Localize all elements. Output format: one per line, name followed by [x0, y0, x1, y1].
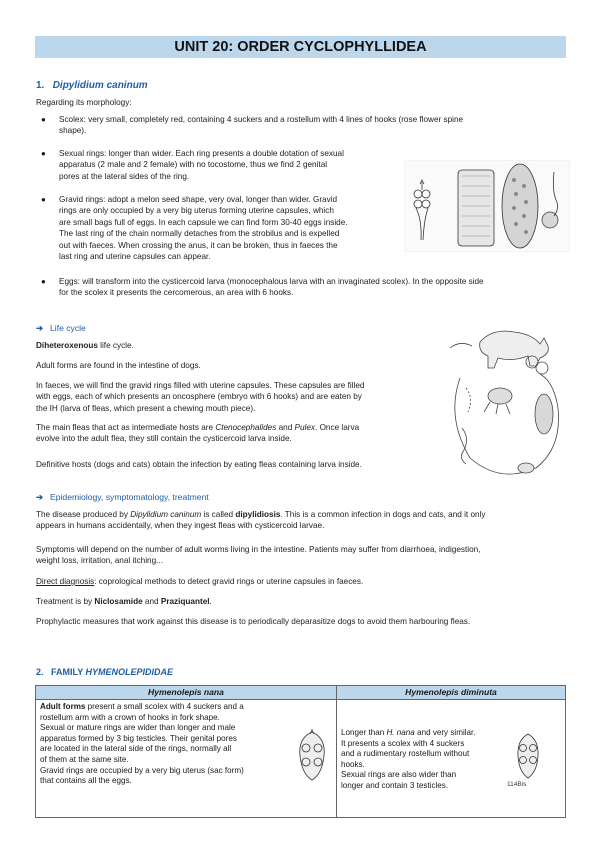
arrow-right-icon: ➔: [36, 492, 44, 502]
life-cycle-type: Diheteroxenous life cycle.: [36, 341, 134, 350]
section1-name: Dipylidium caninum: [52, 80, 148, 91]
morphology-intro: Regarding its morphology:: [36, 98, 132, 107]
life-cycle-figure: [440, 318, 568, 486]
arrow-right-icon: ➔: [36, 323, 44, 333]
dipylidium-morphology-figure: [404, 160, 570, 252]
bullet-eggs: Eggs: will transform into the cysticercoid larva (monocephalous larva with an invaginated scolex). In the opposite side for the scolex it presents the cercomerous, an area with 6 hooks.: [59, 277, 484, 298]
bullet-dot: ●: [41, 277, 46, 286]
bullet-scolex: Scolex: very small, completely red, containing 4 suckers and a rostellum with 4 lines of hooks (rose flower spine shape).: [59, 115, 464, 136]
cell-nana: Adult forms present a small scolex with 4 suckers and a rostellum arm with a crown of hooks in fork shape. Sexual or mature rings are wider than longer and male apparatus formed by 3 big testicles. Their genital pores are located in the lateral side of the rings, normally all of them at the same site. Gravid rings are occupied by a very big uterus (sac form) that contains all the eggs.: [36, 700, 337, 818]
section2-heading: 2. FAMILY HYMENOLEPIDIDAE: [36, 667, 174, 677]
epidemiology-prophylaxis: Prophylactic measures that work against this disease is to periodically deparasitize dogs to avoid them harbouring fleas.: [36, 617, 471, 626]
bullet-dot: ●: [41, 149, 46, 158]
epidemiology-disease: The disease produced by Dipylidium caninum is called dipylidiosis. This is a common infection in dogs and cats, and it only appears in humans accidentally, when they ingest fleas with cysticercoid larvae.: [36, 510, 486, 531]
life-cycle-adult: Adult forms are found in the intestine of dogs.: [36, 361, 201, 370]
life-cycle-definitive-hosts: Definitive hosts (dogs and cats) obtain the infection by eating fleas containing larva inside.: [36, 460, 362, 469]
hymenolepis-nana-scolex-figure: [294, 728, 330, 784]
epidemiology-treatment: Treatment is by Niclosamide and Praziquantel.: [36, 597, 212, 606]
table-header-nana: Hymenolepis nana: [36, 686, 337, 700]
hymenolepis-diminuta-scolex-figure: [513, 730, 543, 782]
table-row: [36, 700, 566, 818]
epidemiology-heading: ➔ Epidemiology, symptomatology, treatment: [36, 492, 209, 502]
page-title: UNIT 20: ORDER CYCLOPHYLLIDEA: [35, 36, 566, 58]
cell-diminuta: Longer than H. nana and very similar. It presents a scolex with 4 suckers and a rudimentary rostellum without hooks. Sexual rings are also wider than longer and contain 3 testicles. 114Bis: [337, 700, 566, 818]
bullet-sexual-rings: Sexual rings: longer than wider. Each ring presents a double dotation of sexual apparatus (2 male and 2 female) with no tocostome, thus we find 2 genital pores at the lateral sides of the ring.: [59, 149, 344, 181]
bullet-gravid-rings: Gravid rings: adopt a melon seed shape, very oval, longer than wider. Gravid rings are only occupied by a very big uterus forming uterine capsules, which are small bags full of eggs. In each capsule we can find form 30-40 eggs inside. The last ring of the chain normally detaches from the strobilus and is expelled out with faeces. When crossing the anus, it can be broken, thus in faeces the last ring and uterine capsules can appear.: [59, 195, 348, 262]
bullet-dot: ●: [41, 195, 46, 204]
epidemiology-diagnosis: Direct diagnosis: coprological methods to detect gravid rings or uterine capsules in faeces.: [36, 577, 364, 586]
epidemiology-symptoms: Symptoms will depend on the number of adult worms living in the intestine. Patients may suffer from diarrhoea, indigestion, weight loss, irritation, anal itching...: [36, 545, 481, 566]
life-cycle-faeces: In faeces, we will find the gravid rings filled with uterine capsules. These capsules are filled with eggs, each of which presents an oncosphere (embryo with 6 hooks) and are eaten by the IH (larva of fleas, which present a chewing mouth piece).: [36, 381, 365, 413]
hymenolepididae-table: [35, 685, 566, 818]
section1-number: 1.: [36, 80, 45, 91]
table-header-row: [36, 686, 566, 700]
figure-label: 114Bis: [507, 781, 527, 788]
life-cycle-heading: ➔ Life cycle: [36, 323, 86, 333]
section1-heading: [36, 80, 148, 91]
life-cycle-fleas: The main fleas that act as intermediate hosts are Ctenocephalides and Pulex. Once larva evolve into the adult flea, they still contain the cysticercoid larva inside.: [36, 423, 360, 444]
table-header-diminuta: Hymenolepis diminuta: [337, 686, 566, 700]
bullet-dot: ●: [41, 115, 46, 124]
